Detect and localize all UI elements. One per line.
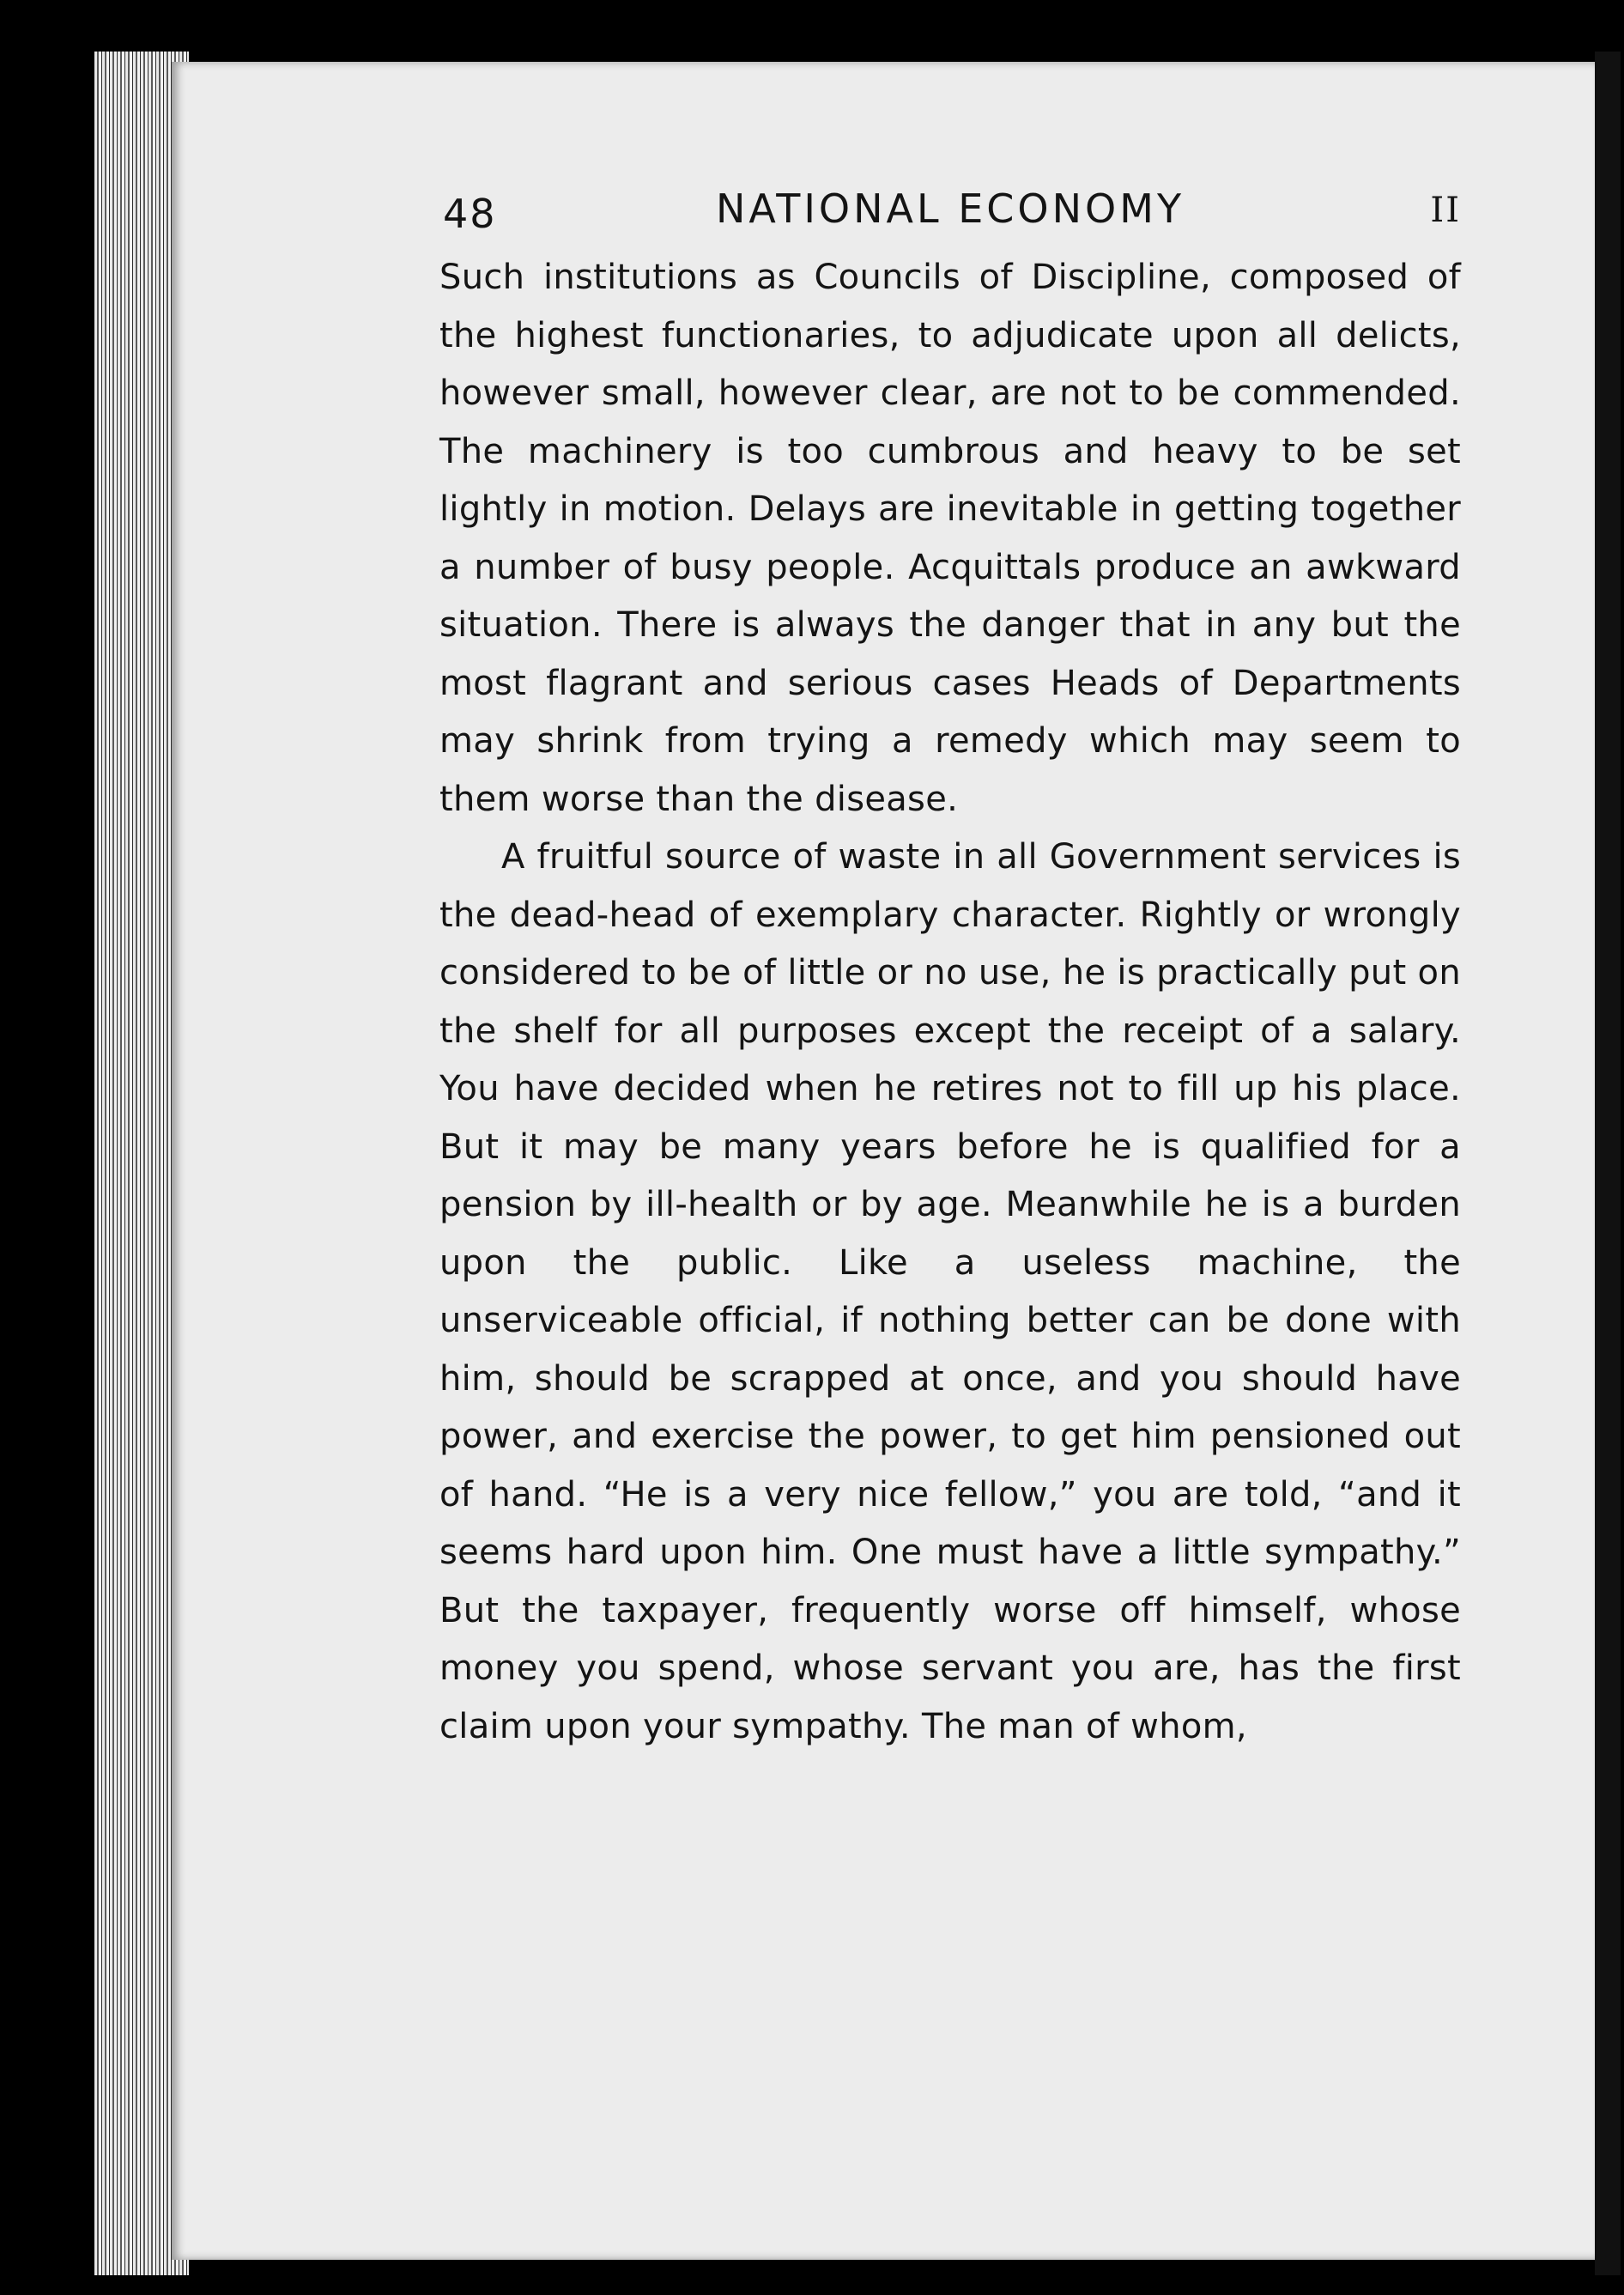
binding-shadow (1595, 52, 1621, 2275)
running-header (439, 172, 1461, 249)
chapter-number: II (1430, 191, 1461, 230)
running-title: NATIONAL ECONOMY (715, 185, 1185, 232)
paragraph: Such institutions as Councils of Discipline, composed of the highest functionaries, to adjudicate upon all delicts, however small, however clear, are not to be commended. The machinery is too cumbrous and heavy to be set lightly in motion. Delays are inevitable in getting together a number of busy people. Acquittals produce an awkward situation. There is always the danger that in any but the most flagrant and serious cases Heads of Departments may shrink from trying a remedy which may seem to them worse than the disease. (439, 258, 1461, 819)
paragraph: A fruitful source of waste in all Government services is the dead-head of exemplary character. Rightly or wrongly considered to be of little or no use, he is practically put on the shelf for all purposes except the receipt of a salary. You have decided when he retires not to fill up his place. But it may be many years before he is qualified for a pension by ill-health or by age. Meanwhile he is a burden upon the public. Like a useless machine, the unserviceable official, if nothing better can be done with him, should be scrapped at once, and you should have power, and exercise the power, to get him pensioned out of hand. “He is a very nice fellow,” you are told, “and it seems hard upon him. One must have a little sympathy.” But the taxpayer, frequently worse off himself, whose money you spend, whose servant you are, has the first claim upon your sympathy. The man of whom, (439, 837, 1461, 1746)
page-number: 48 (443, 191, 497, 237)
page-content (439, 172, 1461, 1756)
body-text (439, 249, 1461, 1756)
